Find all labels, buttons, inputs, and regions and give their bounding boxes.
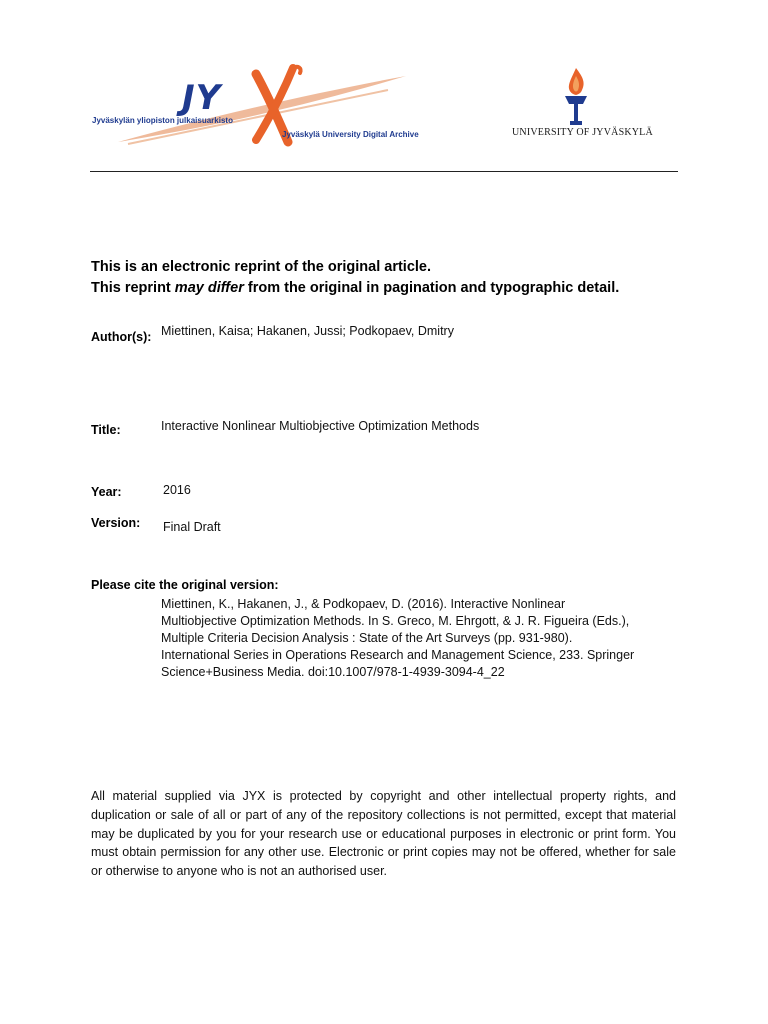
citation-line: Science+Business Media. doi:10.1007/978-1-4939-3094-4_22 xyxy=(161,665,505,679)
title-label: Title: xyxy=(91,423,121,437)
copyright-notice: All material supplied via JYX is protected by copyright and other intellectual property rights, and duplication or sale of all or part of any of the repository collections is not permitted, except that material may be duplicated by you for your research use or educational purposes in electronic or print form. You must obtain permission for any other use. Electronic or print copies may not be offered, whether for sale or otherwise to anyone who is not an authorised user. xyxy=(91,789,676,879)
reprint-notice-line-1: This is an electronic reprint of the original article. xyxy=(91,259,432,275)
citation-line: Miettinen, K., Hakanen, J., & Podkopaev, D. (2016). Interactive Nonlinear xyxy=(161,597,566,611)
authors-value: Miettinen, Kaisa; Hakanen, Jussi; Podkopaev, Dmitry xyxy=(161,324,454,338)
year-label: Year: xyxy=(91,485,122,499)
citation-line: International Series in Operations Research and Management Science, 233. Springer xyxy=(161,648,635,662)
notice-emphasis: may differ xyxy=(174,280,244,296)
notice-text-after: from the original in pagination and typographic detail. xyxy=(243,280,620,296)
authors-label: Author(s): xyxy=(91,330,152,344)
citation-line: Multiple Criteria Decision Analysis : State of the Art Surveys (pp. 931-980). xyxy=(161,631,573,645)
version-value: Final Draft xyxy=(163,520,221,534)
jyx-finnish-name: Jyväskylän yliopiston julkaisuarkisto xyxy=(92,116,233,125)
torch-emblem-icon xyxy=(560,66,592,128)
year-value: 2016 xyxy=(163,483,191,497)
notice-text-before: This reprint xyxy=(91,280,175,296)
jyx-english-name: Jyväskylä University Digital Archive xyxy=(282,130,419,139)
jyx-logo-letters: JY xyxy=(182,78,222,118)
header-divider xyxy=(90,171,678,172)
citation-line: Multiobjective Optimization Methods. In S. Greco, M. Ehrgott, & J. R. Figueira (Eds.), xyxy=(161,614,630,628)
title-value: Interactive Nonlinear Multiobjective Optimization Methods xyxy=(161,419,480,433)
citation-block xyxy=(161,596,634,681)
reprint-notice-line-2 xyxy=(91,280,619,296)
version-label: Version: xyxy=(91,516,141,530)
cite-label: Please cite the original version: xyxy=(91,578,279,592)
university-name: UNIVERSITY OF JYVÄSKYLÄ xyxy=(512,127,653,138)
